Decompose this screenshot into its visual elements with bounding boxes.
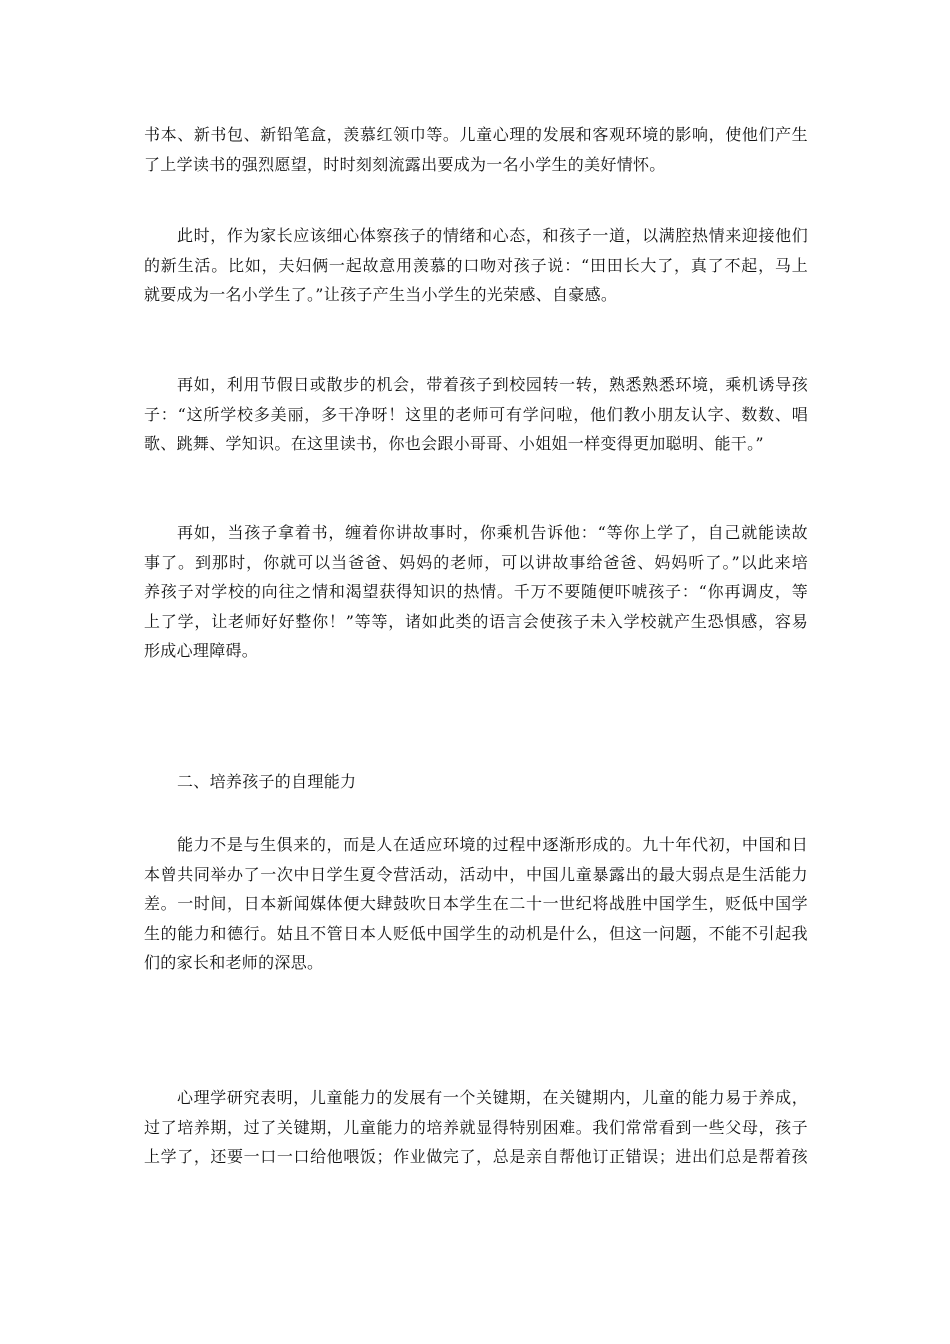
paragraph-line: 差。一时间，日本新闻媒体便大肆鼓吹日本学生在二十一世纪将战胜中国学生，贬低中国学 — [144, 894, 808, 913]
paragraph-line: 心理学研究表明，儿童能力的发展有一个关键期，在关键期内，儿童的能力易于养成， — [177, 1088, 808, 1107]
paragraph-line: 养孩子对学校的向往之情和渴望获得知识的热情。千万不要随便吓唬孩子：“你再调皮，等 — [144, 582, 808, 601]
paragraph-line: 上了学，让老师好好整你！”等等，诸如此类的语言会使孩子未入学校就产生恐惧感，容易 — [144, 611, 808, 631]
paragraph-2 — [144, 221, 808, 310]
paragraph-line: 形成心理障碍。 — [144, 641, 259, 660]
paragraph-line: 们的家长和老师的深思。 — [144, 953, 324, 972]
paragraph-line: 生的能力和德行。姑且不管日本人贬低中国学生的动机是什么，但这一问题，不能不引起我 — [144, 923, 808, 943]
paragraph-1 — [144, 120, 808, 179]
paragraph-line: 此时，作为家长应该细心体察孩子的情绪和心态，和孩子一道，以满腔热情来迎接他们 — [177, 226, 808, 245]
paragraph-line: 书本、新书包、新铅笔盒，羡慕红领巾等。儿童心理的发展和客观环境的影响，使他们产生 — [144, 125, 808, 144]
paragraph-line: 事了。到那时，你就可以当爸爸、妈妈的老师，可以讲故事给爸爸、妈妈听了。”以此来培 — [144, 552, 808, 572]
paragraph-line: 子：“这所学校多美丽，多干净呀！这里的老师可有学问啦，他们教小朋友认字、数数、唱 — [144, 404, 808, 424]
paragraph-3 — [144, 370, 808, 459]
paragraph-5 — [144, 830, 808, 978]
paragraph-line: 上学了，还要一口一口给他喂饭；作业做完了，总是亲自帮他订正错误；进出们总是帮着孩 — [144, 1147, 808, 1166]
paragraph-line: 能力不是与生俱来的，而是人在适应环境的过程中逐渐形成的。九十年代初，中国和日 — [177, 835, 808, 854]
section-heading: 二、培养孩子的自理能力 — [177, 772, 357, 791]
paragraph-line: 的新生活。比如，夫妇俩一起故意用羡慕的口吻对孩子说：“田田长大了，真了不起，马上 — [144, 255, 808, 275]
paragraph-line: 再如，利用节假日或散步的机会，带着孩子到校园转一转，熟悉熟悉环境，乘机诱导孩 — [177, 375, 808, 394]
paragraph-line: 歌、跳舞、学知识。在这里读书，你也会跟小哥哥、小姐姐一样变得更加聪明、能干。” — [144, 434, 764, 453]
paragraph-line: 过了培养期，过了关键期，儿童能力的培养就显得特别困难。我们常常看到一些父母，孩子 — [144, 1117, 808, 1137]
paragraph-4 — [144, 518, 808, 666]
paragraph-6 — [144, 1083, 808, 1172]
paragraph-line: 就要成为一名小学生了。”让孩子产生当小学生的光荣感、自豪感。 — [144, 285, 618, 304]
paragraph-line: 了上学读书的强烈愿望，时时刻刻流露出要成为一名小学生的美好情怀。 — [144, 154, 666, 174]
paragraph-line: 本曾共同举办了一次中日学生夏令营活动，活动中，中国儿童暴露出的最大弱点是生活能力 — [144, 864, 808, 884]
paragraph-line: 再如，当孩子拿着书，缠着你讲故事时，你乘机告诉他：“等你上学了，自己就能读故 — [177, 523, 808, 542]
